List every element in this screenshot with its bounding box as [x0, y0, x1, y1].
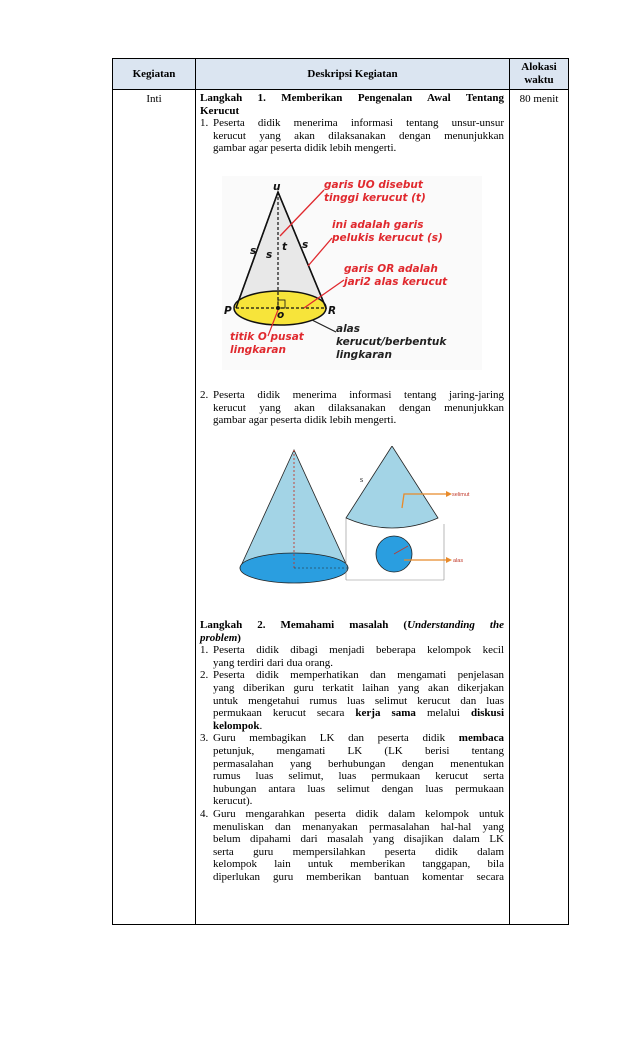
step1-title: Langkah 1. Memberikan Pengenalan Awal Tentang	[200, 92, 504, 104]
svg-text:s: s	[360, 475, 364, 484]
list-item: 1. Peserta didik menerima informasi tentang unsur-unsur kerucut yang akan dilaksanakan dengan menunjukkan gambar agar peserta didik lebih mengerti.	[200, 117, 504, 155]
row-alokasi-cell: 80 menit	[519, 93, 559, 105]
step1-title-cont: Kerucut	[200, 104, 240, 117]
svg-text:R: R	[328, 305, 337, 317]
svg-text:s: s	[250, 245, 257, 257]
column-divider	[195, 59, 196, 924]
svg-text:lingkaran: lingkaran	[336, 349, 392, 361]
svg-text:t: t	[282, 241, 288, 253]
step2-section: Langkah 2. Memahami masalah (Understanding the problem) 1. Peserta didik dibagi menjadi beberapa kelompok kecil yang terdiri dari dua orang. 2. Peserta didik memperhatikan dan mengamati penjelasan yang diberikan guru terkatit laihan yang akan dikerjakan untuk mengetahui rumus luas selimut kerucut dan luas permukaan kerucut secara kerja sama melalui diskusi kelompok. 3. Guru membagikan LK dan peserta didik membaca petunjuk, mengamati LK (LK berisi tentang permasalahan yang berhubungan dengan menentukan rumus luas selimut, luas permukaan kerucut serta hubungan antara luas selimut dengan luas permukaan kerucut). 4. Guru mengarahkan peserta didik dalam kelompok untuk menuliskan dan menanyakan permasalahan hal-hal yang belum dipahami dari masalah yang disajikan dalam LK serta guru mempersilahkan peserta didik dalam kelompok lain untuk memberikan tanggapan, bila diperlukan guru memberikan bantuan komentar secara	[200, 619, 504, 883]
net-label-alas: alas	[453, 558, 464, 564]
svg-text:lingkaran: lingkaran	[230, 344, 286, 356]
description-item2	[200, 389, 504, 427]
list-item: 3. Guru membagikan LK dan peserta didik membaca petunjuk, mengamati LK (LK berisi tentang permasalahan yang berhubungan dengan menentukan rumus luas selimut, luas permukaan kerucut serta hubungan antara luas selimut dengan luas permukaan kerucut).	[200, 732, 504, 808]
annotation-height: garis UO disebut	[324, 179, 423, 191]
annotation-center: titik O pusat	[230, 331, 304, 343]
apex-label: u	[273, 181, 281, 193]
step2-title: Langkah 2. Memahami masalah (Understanding the	[200, 619, 504, 631]
header-deskripsi: Deskripsi Kegiatan	[307, 68, 398, 80]
annotation-slant: ini adalah garis	[332, 219, 424, 231]
svg-text:jari2 alas kerucut: jari2 alas kerucut	[344, 276, 448, 288]
list-item: 2. Peserta didik menerima informasi tentang jaring-jaring kerucut yang akan dilaksanakan dengan menunjukkan gambar agar peserta didik lebih mengerti.	[200, 389, 504, 427]
svg-text:s: s	[302, 239, 309, 251]
svg-text:P: P	[224, 305, 232, 317]
header-alokasi: Alokasi waktu	[521, 61, 557, 86]
annotation-radius: garis OR adalah	[344, 263, 438, 275]
column-divider	[509, 59, 510, 924]
svg-text:tinggi kerucut (t): tinggi kerucut (t)	[324, 192, 426, 204]
net-label-selimut: selimut	[452, 492, 470, 498]
header-kegiatan: Kegiatan	[132, 68, 176, 80]
svg-text:s: s	[266, 249, 273, 261]
svg-text:o: o	[277, 309, 285, 321]
row-kegiatan-cell: Inti	[146, 93, 162, 105]
svg-text:kerucut/berbentuk: kerucut/berbentuk	[336, 336, 447, 348]
list-item: 1. Peserta didik dibagi menjadi beberapa kelompok kecil yang terdiri dari dua orang.	[200, 644, 504, 669]
cone-elements-figure	[222, 176, 482, 370]
annotation-base: alas	[336, 323, 361, 335]
svg-text:pelukis kerucut (s): pelukis kerucut (s)	[332, 232, 443, 244]
description-cell	[200, 92, 504, 155]
cone-net-figure	[232, 446, 472, 586]
list-item: 4. Guru mengarahkan peserta didik dalam kelompok untuk menuliskan dan menanyakan permasalahan hal-hal yang belum dipahami dari masalah yang disajikan dalam LK serta guru mempersilahkan peserta didik dalam kelompok lain untuk memberikan tanggapan, bila diperlukan guru memberikan bantuan komentar secara	[200, 807, 504, 883]
list-item: 2. Peserta didik memperhatikan dan mengamati penjelasan yang diberikan guru terkatit laihan yang akan dikerjakan untuk mengetahui rumus luas selimut kerucut dan luas permukaan kerucut secara kerja sama melalui diskusi kelompok.	[200, 669, 504, 732]
